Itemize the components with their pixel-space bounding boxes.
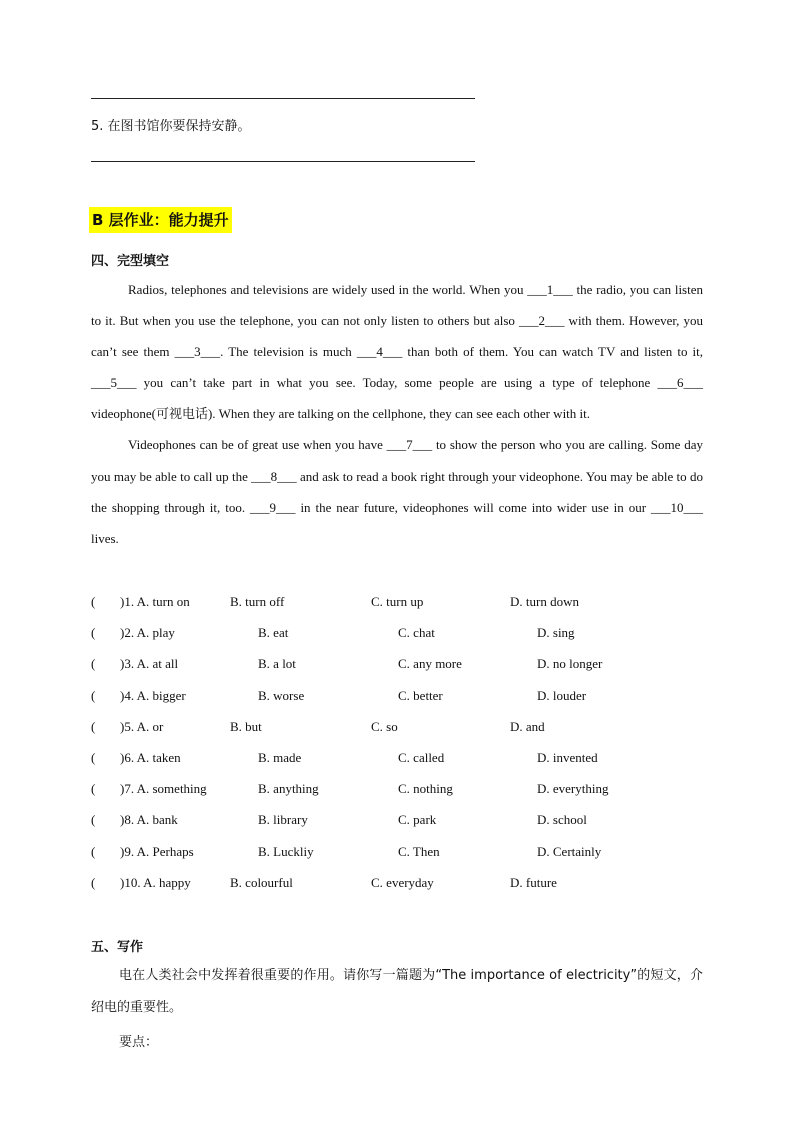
writing-prompt-text: 电在人类社会中发挥着很重要的作用。请你写一篇题为“The importance of electricity”的短文，介绍电的重要性。 <box>91 968 703 1015</box>
option-a: )4. A. bigger <box>120 687 186 703</box>
answer-line <box>91 98 475 99</box>
answer-bracket[interactable]: ( <box>91 625 96 641</box>
option-d: D. sing <box>537 625 575 641</box>
option-b: B. Luckliy <box>258 843 314 859</box>
option-c: C. called <box>398 750 445 765</box>
option-a: )6. A. taken <box>120 750 181 765</box>
option-c: C. turn up <box>371 594 424 609</box>
option-b: B. anything <box>258 781 319 797</box>
answer-bracket[interactable]: ( <box>91 874 96 890</box>
writing-prompt <box>91 960 703 1024</box>
answer-line <box>91 161 475 162</box>
passage-paragraph: Radios, telephones and televisions are widely used in the world. When you ___1___ the radio, you can listen to it. But when you use the telephone, you can not only listen to others but also ___2___ with them. However, you can’t see them ___3___. The television is much ___4___ than both of them. You can watch TV and listen to it, ___5___ you can’t take part in what you see. Today, some people are using a type of telephone ___6___ videophone(可视电话). When they are talking on the cellphone, they can see each other with it. <box>91 282 703 422</box>
option-c: C. Then <box>398 843 440 859</box>
option-d: D. turn down <box>510 594 579 609</box>
answer-bracket[interactable]: ( <box>91 718 96 734</box>
option-d: D. everything <box>537 781 609 797</box>
section-b-title: B 层作业：能力提升 <box>89 207 232 233</box>
translation-item <box>91 115 251 134</box>
answer-bracket[interactable]: ( <box>91 594 96 609</box>
option-d: D. Certainly <box>537 843 602 859</box>
option-c: C. so <box>371 718 398 734</box>
answer-bracket[interactable]: ( <box>91 843 96 859</box>
option-b: B. a lot <box>258 656 296 672</box>
option-b: B. made <box>258 750 302 765</box>
option-a: )10. A. happy <box>120 874 191 890</box>
answer-bracket[interactable]: ( <box>91 812 96 828</box>
answer-bracket[interactable]: ( <box>91 781 96 797</box>
option-c: C. any more <box>398 656 462 672</box>
answer-bracket[interactable]: ( <box>91 750 96 765</box>
points-label: 要点： <box>119 1035 159 1050</box>
option-a: )5. A. or <box>120 718 164 734</box>
option-a: )8. A. bank <box>120 812 178 828</box>
option-c: C. park <box>398 812 437 828</box>
item-text: 在图书馆你要保持安静。 <box>107 119 251 134</box>
option-b: B. but <box>230 718 262 734</box>
option-a: )3. A. at all <box>120 656 179 672</box>
option-b: B. worse <box>258 687 305 703</box>
cloze-heading: 四、完型填空 <box>91 254 170 269</box>
option-b: B. library <box>258 812 308 828</box>
option-c: C. chat <box>398 625 435 641</box>
option-a: )1. A. turn on <box>120 594 190 609</box>
answer-bracket[interactable]: ( <box>91 656 96 672</box>
cloze-passage <box>91 274 703 554</box>
option-d: D. louder <box>537 687 587 703</box>
option-b: B. eat <box>258 625 289 641</box>
option-d: D. no longer <box>537 656 603 672</box>
option-c: C. everyday <box>371 874 434 890</box>
item-number: 5. <box>91 119 104 134</box>
option-b: B. turn off <box>230 594 285 609</box>
option-a: )7. A. something <box>120 781 207 797</box>
option-d: D. school <box>537 812 587 828</box>
option-c: C. better <box>398 687 443 703</box>
option-d: D. future <box>510 874 557 890</box>
answer-bracket[interactable]: ( <box>91 687 96 703</box>
option-a: )9. A. Perhaps <box>120 843 194 859</box>
option-d: D. and <box>510 718 545 734</box>
option-c: C. nothing <box>398 781 453 797</box>
option-d: D. invented <box>537 750 598 765</box>
option-b: B. colourful <box>230 874 293 890</box>
option-a: )2. A. play <box>120 625 175 641</box>
passage-paragraph: Videophones can be of great use when you have ___7___ to show the person who you are calling. Some day you may be able to call up the ___8___ and ask to read a book right through your videophone. You may be able to do the shopping through it, too. ___9___ in the near future, videophones will come into wider use in our ___10___ lives. <box>91 437 703 546</box>
writing-heading: 五、写作 <box>91 940 144 955</box>
